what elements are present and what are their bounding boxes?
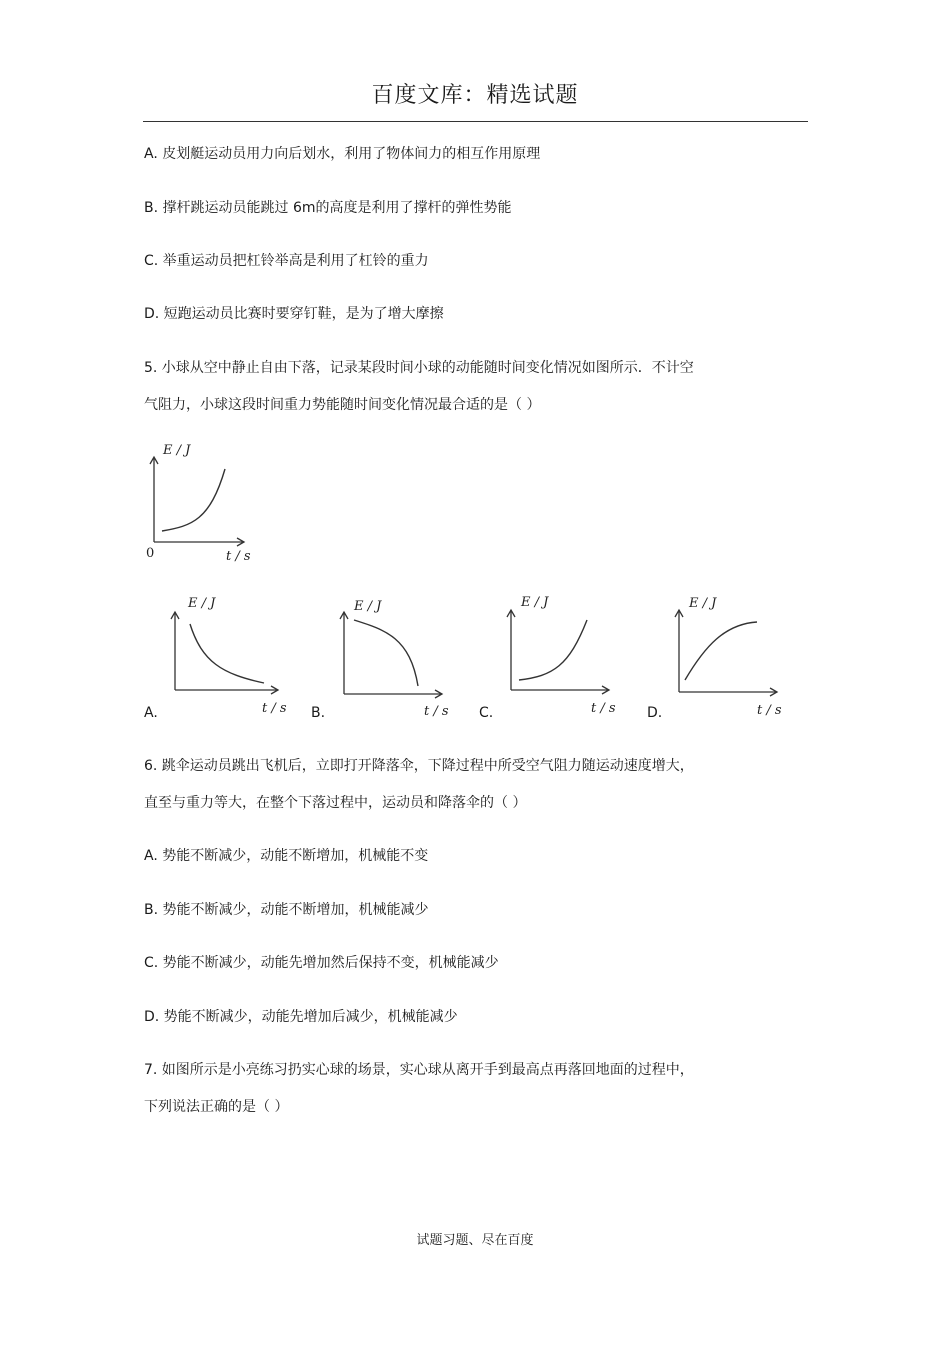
q5-graph-c-y-label: E / J [521,595,549,610]
q4-option-b: B. 撑杆跳运动员能跳过 6m的高度是利用了撑杆的弹性势能 [144,200,512,216]
q5-option-d-label: D. [647,705,663,721]
q5-graph-d-x-label: t / s [757,703,782,718]
q7-stem-line2: 下列说法正确的是（ ） [144,1099,289,1115]
q5-graph-b-x-label: t / s [424,704,449,719]
header-divider [143,121,808,122]
q5-option-graph-b [330,590,470,720]
q4-option-c: C. 举重运动员把杠铃举高是利用了杠铃的重力 [144,253,429,269]
q5-option-graph-a [160,590,300,720]
q5-ref-origin-label: 0 [146,546,155,561]
q6-stem-line1: 6. 跳伞运动员跳出飞机后，立即打开降落伞，下降过程中所受空气阻力随运动速度增大， [144,758,694,774]
q5-stem-line2: 气阻力，小球这段时间重力势能随时间变化情况最合适的是（ ） [144,397,541,413]
q4-option-d: D. 短跑运动员比赛时要穿钉鞋，是为了增大摩擦 [144,306,444,322]
q5-stem-line1: 5. 小球从空中静止自由下落，记录某段时间小球的动能随时间变化情况如图所示．不计空 [144,360,694,376]
q7-stem-line1: 7. 如图所示是小亮练习扔实心球的场景，实心球从离开手到最高点再落回地面的过程中， [144,1062,694,1078]
q6-option-a: A. 势能不断减少，动能不断增加，机械能不变 [144,848,429,864]
q5-graph-c-x-label: t / s [591,701,616,716]
q5-graph-d-y-label: E / J [689,596,717,611]
q6-option-d: D. 势能不断减少，动能先增加后减少，机械能减少 [144,1009,458,1025]
q5-reference-graph [140,440,260,565]
q5-option-graph-c [497,590,637,720]
page-footer: 试题习题、尽在百度 [416,1233,534,1248]
q5-option-c-label: C. [479,705,494,721]
q6-option-b: B. 势能不断减少，动能不断增加，机械能减少 [144,902,429,918]
q5-graph-a-x-label: t / s [262,701,287,716]
q5-graph-b-y-label: E / J [354,599,382,614]
page-title: 百度文库：精选试题 [371,83,579,108]
q6-option-c: C. 势能不断减少，动能先增加然后保持不变，机械能减少 [144,955,499,971]
q4-option-a: A. 皮划艇运动员用力向后划水，利用了物体间力的相互作用原理 [144,146,541,162]
q5-graph-a-y-label: E / J [188,596,216,611]
q5-option-graph-d [665,590,805,720]
q5-option-a-label: A. [144,705,158,721]
q6-stem-line2: 直至与重力等大，在整个下落过程中，运动员和降落伞的（ ） [144,795,527,811]
q5-ref-x-label: t / s [226,549,251,564]
q5-ref-y-label: E / J [163,443,191,458]
q5-option-b-label: B. [311,705,326,721]
